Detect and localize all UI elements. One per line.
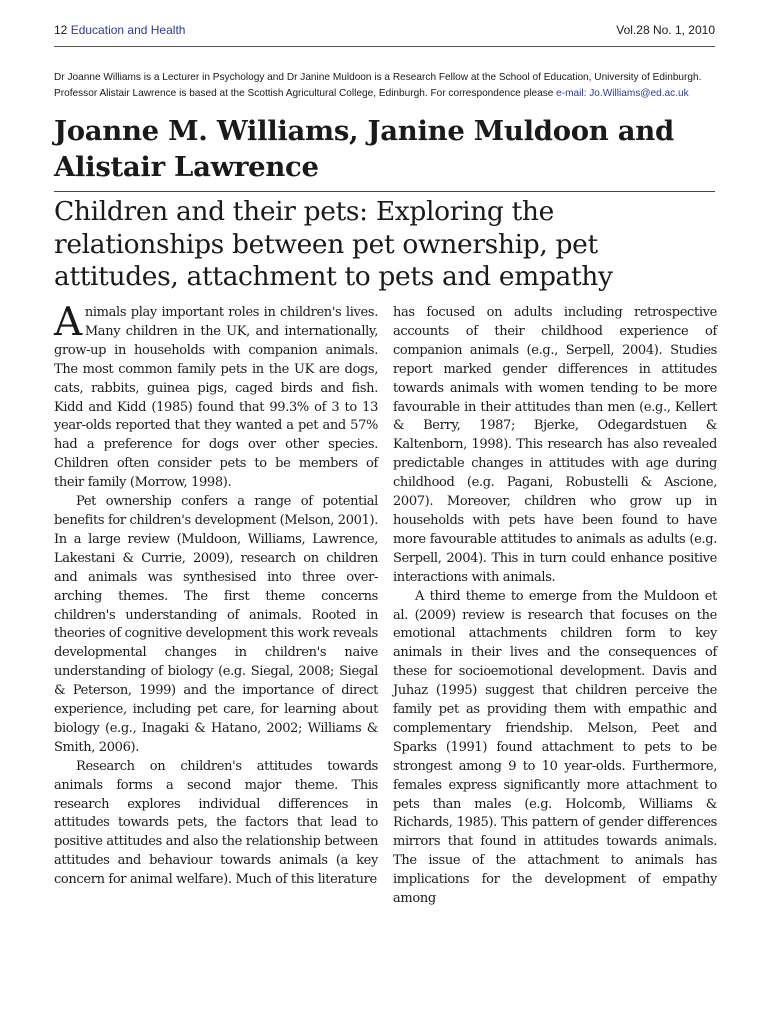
body-column-left [54,300,378,890]
title-rule [54,191,715,192]
page-number: 12 [54,23,68,37]
correspondence-email[interactable]: e-mail: Jo.Williams@ed.ac.uk [556,88,689,99]
journal-name: Education and Health [70,23,186,37]
article-title [54,196,724,294]
body-column-right [393,304,717,909]
title-line-1: Children and their pets: Exploring the [54,196,554,227]
title-line-2: relationships between pet ownership, pet [54,228,598,260]
authors-line-2: Alistair Lawrence [54,151,319,183]
drop-cap: A [54,300,82,345]
header-rule [54,46,715,47]
paragraph [54,300,378,493]
title-line-3: attitudes, attachment to pets and empathy [54,261,613,292]
volume-info: Vol.28 No. 1, 2010 [616,23,715,37]
affiliation-line-1: Dr Joanne Williams is a Lecturer in Psychology and Dr Janine Muldoon is a Research Fellow at the School of Education, University of Edinburgh. [54,72,702,83]
running-header-left [54,23,185,37]
paragraph: Pet ownership confers a range of potential benefits for children's development (Melson, 2001). In a large review (Muldoon, Williams, Lawrence, Lakestani & Currie, 2009), research on children and animals was synthesised into three over-arching themes. The first theme concerns children's understanding of animals. Rooted in theories of cognitive development this work reveals developmental changes in children's naive understanding of biology (e.g. Siegal, 2008; Siegal & Peterson, 1999) and the importance of direct experience, including pet care, for learning about biology (e.g., Inagaki & Hatano, 2002; Williams & Smith, 2006). [54,494,378,755]
author-names [54,113,724,185]
paragraph: Research on children's attitudes towards animals forms a second major theme. This research explores individual differences in attitudes towards pets, the factors that lead to positive attitudes and also the relationship between attitudes and behaviour towards animals (a key concern for animal welfare). Much of this literature [54,758,378,888]
paragraph: has focused on adults including retrospective accounts of their childhood experience of companion animals (e.g., Serpell, 2004). Studies report marked gender differences in attitudes towards animals with women tending to be more favourable in their attitudes than men (e.g., Kellert & Berry, 1987; Bjerke, Odegardstuen & Kaltenborn, 1998). This research has also revealed predictable changes in attitudes with age during childhood (e.g. Pagani, Robustelli & Ascione, 2007). Moreover, children who grow up in households with pets have been found to have more favourable attitudes to animals as adults (e.g. Serpell, 2004). This in turn could enhance positive interactions with animals. [393,305,717,585]
author-affiliation [54,70,722,102]
authors-line-1: Joanne M. Williams, Janine Muldoon and [54,115,674,147]
affiliation-line-2: Professor Alistair Lawrence is based at the Scottish Agricultural College, Edinburgh. For correspondence please [54,88,557,99]
paragraph-text: nimals play important roles in children's lives. Many children in the UK, and internationally, grow-up in households with companion animals. The most common family pets in the UK are dogs, cats, rabbits, guinea pigs, caged birds and fish. Kidd and Kidd (1985) found that 99.3% of 3 to 13 year-olds reported that they wanted a pet and 57% had a preference for dogs over other species. Children often consider pets to be members of their family (Morrow, 1998). [54,305,378,491]
paragraph: A third theme to emerge from the Muldoon et al. (2009) review is research that focuses on the emotional attachments children form to key animals in their lives and the consequences of these for socioemotional development. Davis and Juhaz (1995) suggest that children perceive the family pet as providing them with empathic and complementary friendship. Melson, Peet and Sparks (1991) found attachment to pets to be strongest among 9 to 10 year-olds. Furthermore, females express significantly more attachment to pets than males (e.g. Holcomb, Williams & Richards, 1985). This pattern of gender differences mirrors that found in attitudes towards animals. The issue of the attachment to animals has implications for the development of empathy among [393,588,717,907]
